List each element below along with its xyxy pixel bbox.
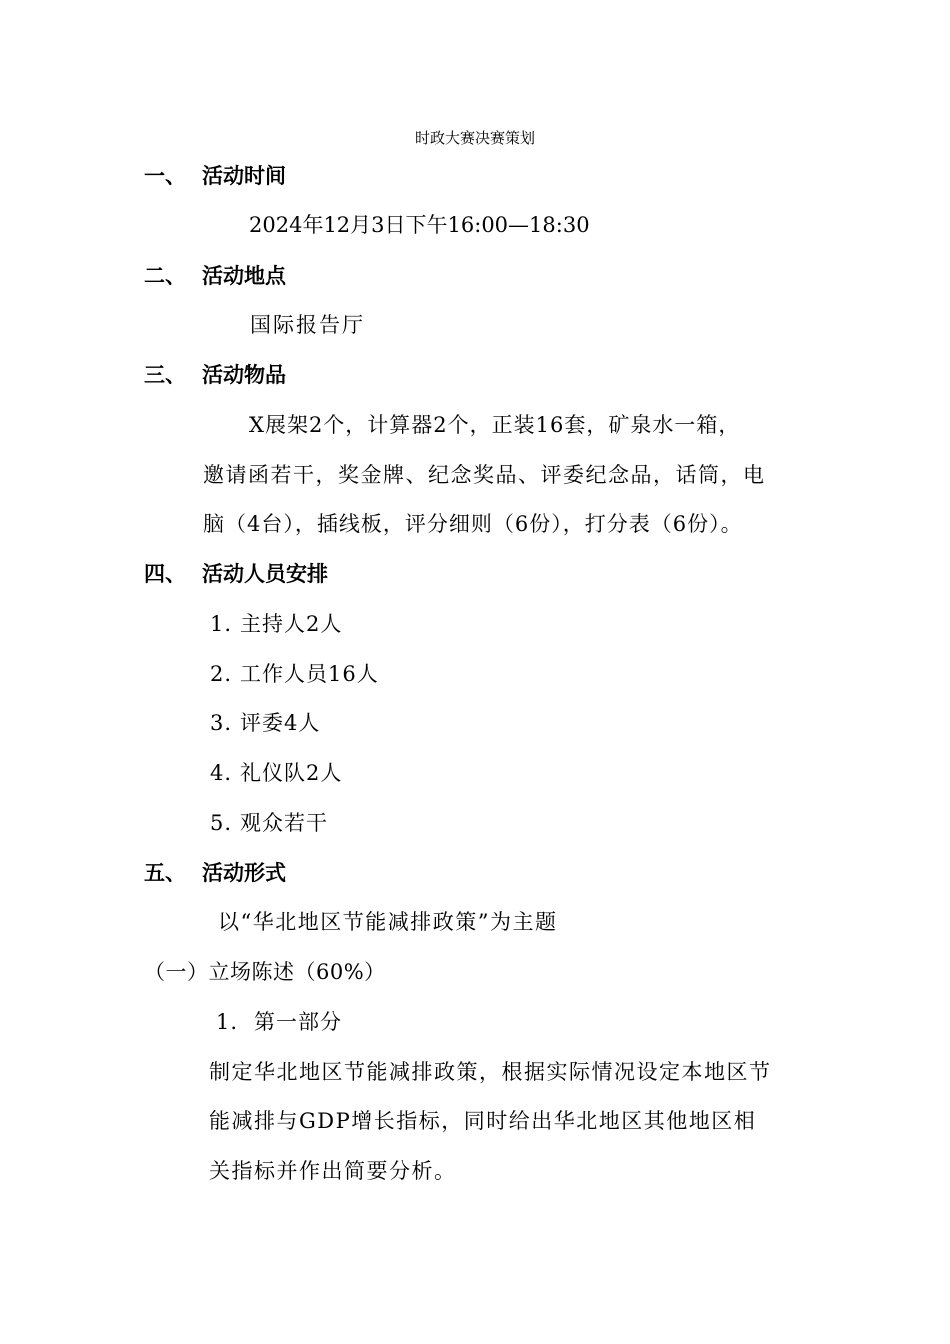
section-title: 活动时间 bbox=[202, 163, 286, 188]
section-title: 活动物品 bbox=[202, 362, 286, 387]
staff-item-text: 观众若干 bbox=[240, 811, 328, 835]
section-heading-format bbox=[144, 859, 286, 887]
staff-item-text: 评委4人 bbox=[240, 711, 321, 735]
staff-item-number: 4. bbox=[210, 761, 233, 785]
section-number: 一、 bbox=[144, 163, 186, 188]
items-line-2: 邀请函若干，奖金牌、纪念奖品、评委纪念品，话筒，电 bbox=[203, 463, 766, 487]
staff-item-number: 5. bbox=[210, 811, 233, 835]
section-number: 二、 bbox=[144, 263, 186, 288]
section-number: 三、 bbox=[144, 362, 186, 387]
part-line-1: 制定华北地区节能减排政策，根据实际情况设定本地区节 bbox=[209, 1060, 772, 1084]
staff-item bbox=[210, 759, 342, 787]
section-title: 活动人员安排 bbox=[202, 561, 328, 586]
staff-item bbox=[210, 610, 342, 638]
time-text: 2024年12月3日下午16:00—18:30 bbox=[249, 213, 590, 237]
staff-item-text: 工作人员16人 bbox=[240, 662, 379, 686]
section-heading-staff bbox=[144, 560, 328, 588]
theme-text: 以“华北地区节能减排政策”为主题 bbox=[218, 910, 558, 934]
part-heading bbox=[216, 1008, 342, 1036]
staff-item-number: 2. bbox=[210, 662, 233, 686]
staff-item-text: 礼仪队2人 bbox=[240, 761, 343, 785]
place-text: 国际报告厅 bbox=[250, 313, 365, 337]
staff-item bbox=[210, 660, 379, 688]
staff-item bbox=[210, 809, 328, 837]
items-line-1: X展架2个，计算器2个，正装16套，矿泉水一箱， bbox=[249, 413, 741, 437]
section-title: 活动地点 bbox=[202, 263, 286, 288]
section-heading-items bbox=[144, 361, 286, 389]
staff-item-number: 3. bbox=[210, 711, 233, 735]
section-number: 四、 bbox=[144, 561, 186, 586]
document-title: 时政大赛决赛策划 bbox=[414, 129, 535, 147]
subsection-heading: （一）立场陈述（60%） bbox=[144, 960, 386, 984]
section-title: 活动形式 bbox=[202, 860, 286, 885]
section-number: 五、 bbox=[144, 860, 186, 885]
staff-item bbox=[210, 709, 320, 737]
part-line-2: 能减排与GDP增长指标，同时给出华北地区其他地区相 bbox=[209, 1109, 757, 1133]
part-number: 1. bbox=[216, 1010, 239, 1034]
staff-item-text: 主持人2人 bbox=[240, 612, 343, 636]
part-title: 第一部分 bbox=[254, 1010, 342, 1034]
staff-item-number: 1. bbox=[210, 612, 233, 636]
items-line-3: 脑（4台），插线板，评分细则（6份），打分表（6份）。 bbox=[203, 512, 743, 536]
section-heading-place bbox=[144, 262, 286, 290]
section-heading-time bbox=[144, 162, 286, 190]
part-line-3: 关指标并作出简要分析。 bbox=[209, 1159, 457, 1183]
